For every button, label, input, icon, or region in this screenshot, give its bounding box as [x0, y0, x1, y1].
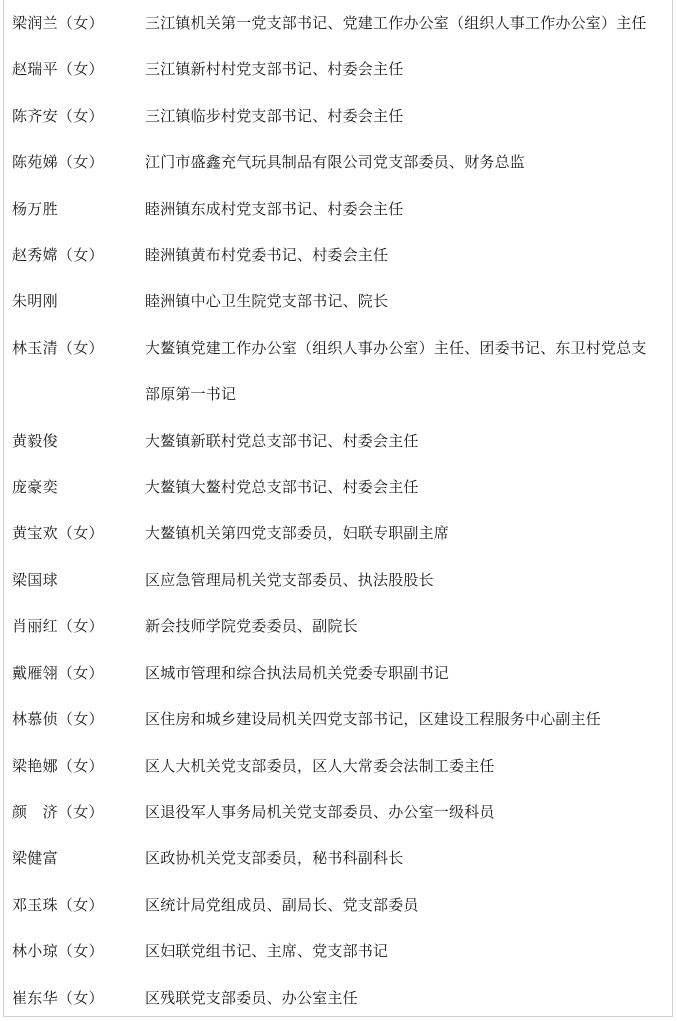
member-name: 戴雁翎（女）: [12, 663, 104, 682]
list-item: [0, 464, 677, 510]
member-name: 林慕侦（女）: [12, 710, 104, 729]
member-name: 黄宝欢（女）: [12, 524, 104, 543]
list-item: [0, 650, 677, 696]
member-name: 肖丽红（女）: [12, 617, 104, 636]
member-name: 赵瑞平（女）: [12, 60, 104, 79]
list-item: [0, 557, 677, 603]
member-name: 杨万胜: [12, 199, 58, 218]
member-role: 大鳌镇大鳌村党总支部书记、村委会主任: [145, 478, 419, 497]
list-item: [0, 418, 677, 464]
member-name: 颜 济（女）: [12, 802, 104, 821]
member-role: 江门市盛鑫充气玩具制品有限公司党支部委员、财务总监: [145, 153, 526, 172]
member-role: 区退役军人事务局机关党支部委员、办公室一级科员: [145, 802, 495, 821]
member-role: 区政协机关党支部委员，秘书科副科长: [145, 849, 404, 868]
member-name: 林小琼（女）: [12, 942, 104, 961]
member-role: 三江镇临步村党支部书记、村委会主任: [145, 106, 404, 125]
list-item: [0, 46, 677, 92]
list-item: [0, 743, 677, 789]
member-name: 梁艳娜（女）: [12, 756, 104, 775]
member-name: 陈齐安（女）: [12, 106, 104, 125]
list-item: [0, 93, 677, 139]
member-name: 梁润兰（女）: [12, 14, 104, 32]
member-role: 区残联党支部委员、办公室主任: [145, 988, 358, 1007]
member-role: 睦洲镇中心卫生院党支部书记、院长: [145, 292, 389, 311]
member-role: 睦洲镇黄布村党委书记、村委会主任: [145, 246, 389, 265]
list-item: [0, 232, 677, 278]
list-item: [0, 510, 677, 556]
list-item: [0, 882, 677, 928]
member-name: 庞豪奕: [12, 478, 58, 497]
list-item: [0, 603, 677, 649]
member-role: 区人大机关党支部委员，区人大常委会法制工委主任: [145, 756, 495, 775]
list-item: [0, 139, 677, 185]
list-item: [0, 975, 677, 1021]
list-item: [0, 186, 677, 232]
member-name: 黄毅俊: [12, 431, 58, 450]
member-name: 朱明刚: [12, 292, 58, 311]
member-role: 新会技师学院党委委员、副院长: [145, 617, 358, 636]
list-item: [0, 835, 677, 881]
list-item: [0, 789, 677, 835]
member-name: 梁国球: [12, 570, 58, 589]
member-role: 区城市管理和综合执法局机关党委专职副书记: [145, 663, 450, 682]
member-role: 区妇联党组书记、主席、党支部书记: [145, 942, 389, 961]
member-role: 大鳌镇机关第四党支部委员，妇联专职副主席: [145, 524, 450, 543]
member-name: 陈苑娣（女）: [12, 153, 104, 172]
member-role: 三江镇新村村党支部书记、村委会主任: [145, 60, 404, 79]
list-item: [0, 928, 677, 974]
member-name: 崔东华（女）: [12, 988, 104, 1007]
member-role: 区住房和城乡建设局机关四党支部书记，区建设工程服务中心副主任: [145, 710, 602, 729]
member-role: 睦洲镇东成村党支部书记、村委会主任: [145, 199, 404, 218]
member-role: 大鳌镇新联村党总支部书记、村委会主任: [145, 431, 419, 450]
member-name: 林玉清（女）: [12, 338, 104, 357]
member-role: 区应急管理局机关党支部委员、执法股股长: [145, 570, 434, 589]
member-role: 大鳌镇党建工作办公室（组织人事办公室）主任、团委书记、东卫村党总支部原第一书记: [145, 338, 647, 404]
list-item: [0, 325, 677, 418]
list-item: [0, 696, 677, 742]
list-item: [0, 0, 677, 46]
member-name: 赵秀嫦（女）: [12, 246, 104, 265]
member-name: 邓玉珠（女）: [12, 895, 104, 914]
member-name: 梁健富: [12, 849, 58, 868]
list-item: [0, 278, 677, 324]
member-role: 三江镇机关第一党支部书记、党建工作办公室（组织人事工作办公室）主任: [145, 14, 647, 32]
member-role: 区统计局党组成员、副局长、党支部委员: [145, 895, 419, 914]
